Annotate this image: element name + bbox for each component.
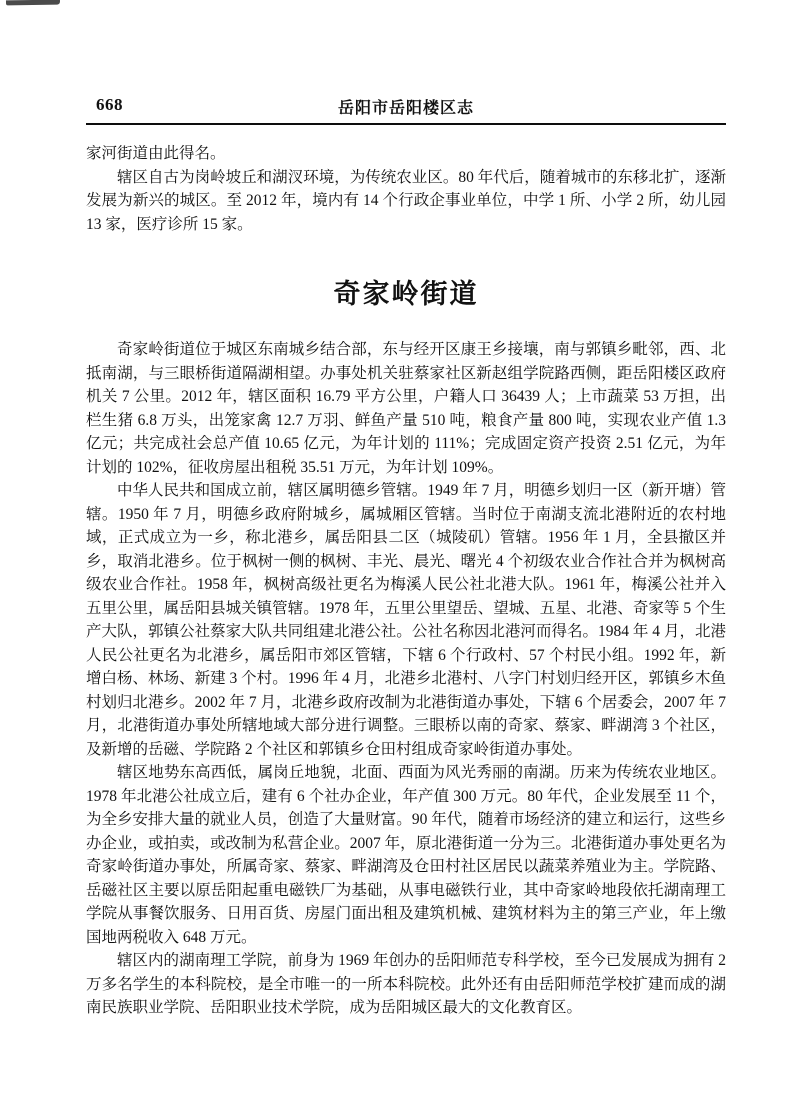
intro-block xyxy=(86,142,726,236)
header-rule xyxy=(86,123,726,125)
section-paragraph: 奇家岭街道位于城区东南城乡结合部，东与经开区康王乡接壤，南与郭镇乡毗邻，西、北抵南湖，与三眼桥街道隔湖相望。办事处机关驻蔡家社区新赵组学院路西侧，距岳阳楼区政府机关 7 公里。2012 年，辖区面积 16.79 平方公里，户籍人口 36439 人；上市蔬菜 53 万担，出栏生猪 6.8 万头，出笼家禽 12.7 万羽、鲜鱼产量 510 吨，粮食产量 800 吨，实现农业产值 1.3 亿元；共完成社会总产值 10.65 亿元，为年计划的 111%；完成固定资产投资 2.51 亿元，为年计划的 102%，征收房屋出租税 35.51 万元，为年计划 109%。 xyxy=(86,341,726,476)
section-paragraph: 辖区内的湖南理工学院，前身为 1969 年创办的岳阳师范专科学校，至今已发展成为拥有 2 万多名学生的本科院校，是全市唯一的一所本科院校。此外还有由岳阳师范学校扩建而成的湖南民族职业学院、岳阳职业技术学院，成为岳阳城区最大的文化教育区。 xyxy=(86,952,726,1016)
intro-paragraph: 辖区自古为岗岭坡丘和湖汊环境，为传统农业区。80 年代后，随着城市的东移北扩，逐渐发展为新兴的城区。至 2012 年，境内有 14 个行政企事业单位，中学 1 所、小学 2 所，幼儿园 13 家，医疗诊所 15 家。 xyxy=(86,168,726,233)
section-body xyxy=(86,338,726,1020)
section-paragraph: 辖区地势东高西低，属岗丘地貌，北面、西面为风光秀丽的南湖。历来为传统农业地区。1978 年北港公社成立后，建有 6 个社办企业，年产值 300 万元。80 年代，企业发展至 11 个，为全乡安排大量的就业人员，创造了大量财富。90 年代，随着市场经济的建立和运行，这些乡办企业，或拍卖，或改制为私营企业。2007 年，原北港街道一分为三。北港街道办事处更名为奇家岭街道办事处，所属奇家、蔡家、畔湖湾及仓田村社区居民以蔬菜养殖业为主。学院路、岳磁社区主要以原岳阳起重电磁铁厂为基础，从事电磁铁行业，其中奇家岭地段依托湖南理工学院从事餐饮服务、日用百货、房屋门面出租及建筑机械、建筑材料为主的第三产业，年上缴国地两税收入 648 万元。 xyxy=(86,764,726,946)
running-head xyxy=(86,0,726,116)
page-number: 668 xyxy=(96,95,123,114)
book-title: 岳阳市岳阳楼区志 xyxy=(337,100,474,117)
section-paragraph: 中华人民共和国成立前，辖区属明德乡管辖。1949 年 7 月，明德乡划归一区（新开塘）管辖。1950 年 7 月，明德乡政府附城乡，属城厢区管辖。当时位于南湖支流北港附近的农村地域，正式成立为一乡，称北港乡，属岳阳县二区（城陵矶）管辖。1956 年 1 月，全县撤区并乡，取消北港乡。位于枫树一侧的枫树、丰光、晨光、曙光 4 个初级农业合作社合并为枫树高级农业合作社。1958 年，枫树高级社更名为梅溪人民公社北港大队。1961 年，梅溪公社并入五里公里，属岳阳县城关镇管辖。1978 年，五里公里望岳、望城、五星、北港、奇家等 5 个生产大队，郭镇公社蔡家大队共同组建北港公社。公社名称因北港河而得名。1984 年 4 月，北港人民公社更名为北港乡，属岳阳市郊区管辖，下辖 6 个行政村、57 个村民小组。1992 年，新增白杨、林场、新建 3 个村。1996 年 4 月，北港乡北港村、八字门村划归经开区，郭镇乡木鱼村划归北港乡。2002 年 7 月，北港乡政府改制为北港街道办事处，下辖 6 个居委会，2007 年 7 月，北港街道办事处所辖地域大部分进行调整。三眼桥以南的奇家、蔡家、畔湖湾 3 个社区，及新增的岳磁、学院路 2 个社区和郭镇乡仓田村组成奇家岭街道办事处。 xyxy=(86,482,726,758)
scan-artifact xyxy=(6,0,60,5)
section-heading: 奇家岭街道 xyxy=(333,279,479,309)
page-content xyxy=(86,0,726,1020)
continuation-paragraph: 家河街道由此得名。 xyxy=(86,145,226,162)
